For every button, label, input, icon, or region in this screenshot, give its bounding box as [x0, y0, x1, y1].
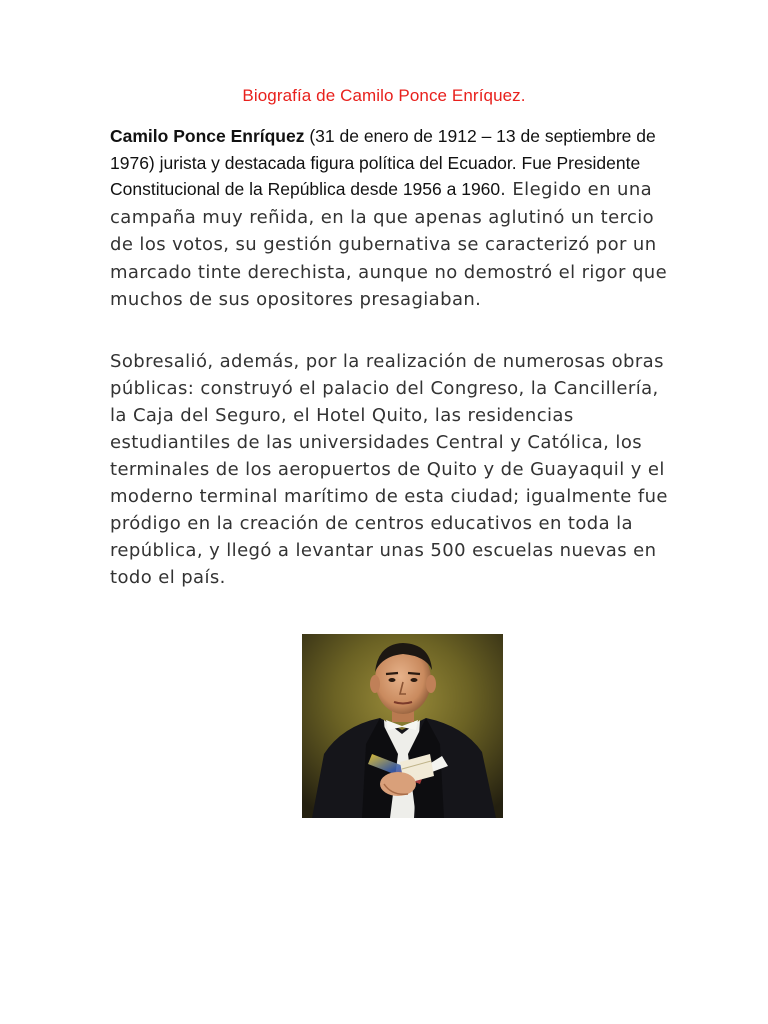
- document-title: Biografía de Camilo Ponce Enríquez.: [242, 86, 526, 105]
- paragraph-intro: [110, 123, 670, 314]
- intro-text-sans: (31 de enero de 1912 – 13 de septiembre de 1976) jurista y destacada figura política del Ecuador. Fue Presidente Constitucional de la República desde 1956 a 1960: [110, 126, 656, 199]
- subject-name: Camilo Ponce Enríquez: [110, 126, 305, 146]
- paragraph-public-works: Sobresalió, además, por la realización de numerosas obras públicas: construyó el palacio del Congreso, la Cancillería, la Caja del Seguro, el Hotel Quito, las residencias estudiantiles de las universidades Central y Católica, los terminales de los aeropuertos de Quito y de Guayaquil y el moderno terminal marítimo de esta ciudad; igualmente fue pródigo en la creación de centros educativos en toda la república, y llegó a levantar unas 500 escuelas nuevas en todo el país.: [110, 351, 668, 588]
- portrait-image: [302, 634, 503, 818]
- intro-text-continued: . Elegido en una campaña muy reñida, en la que apenas aglutinó un tercio de los votos, su gestión gubernativa se caracterizó por un marcado tinte derechista, aunque no demostró el rigor que muchos de sus opositores presagiaban.: [110, 179, 668, 310]
